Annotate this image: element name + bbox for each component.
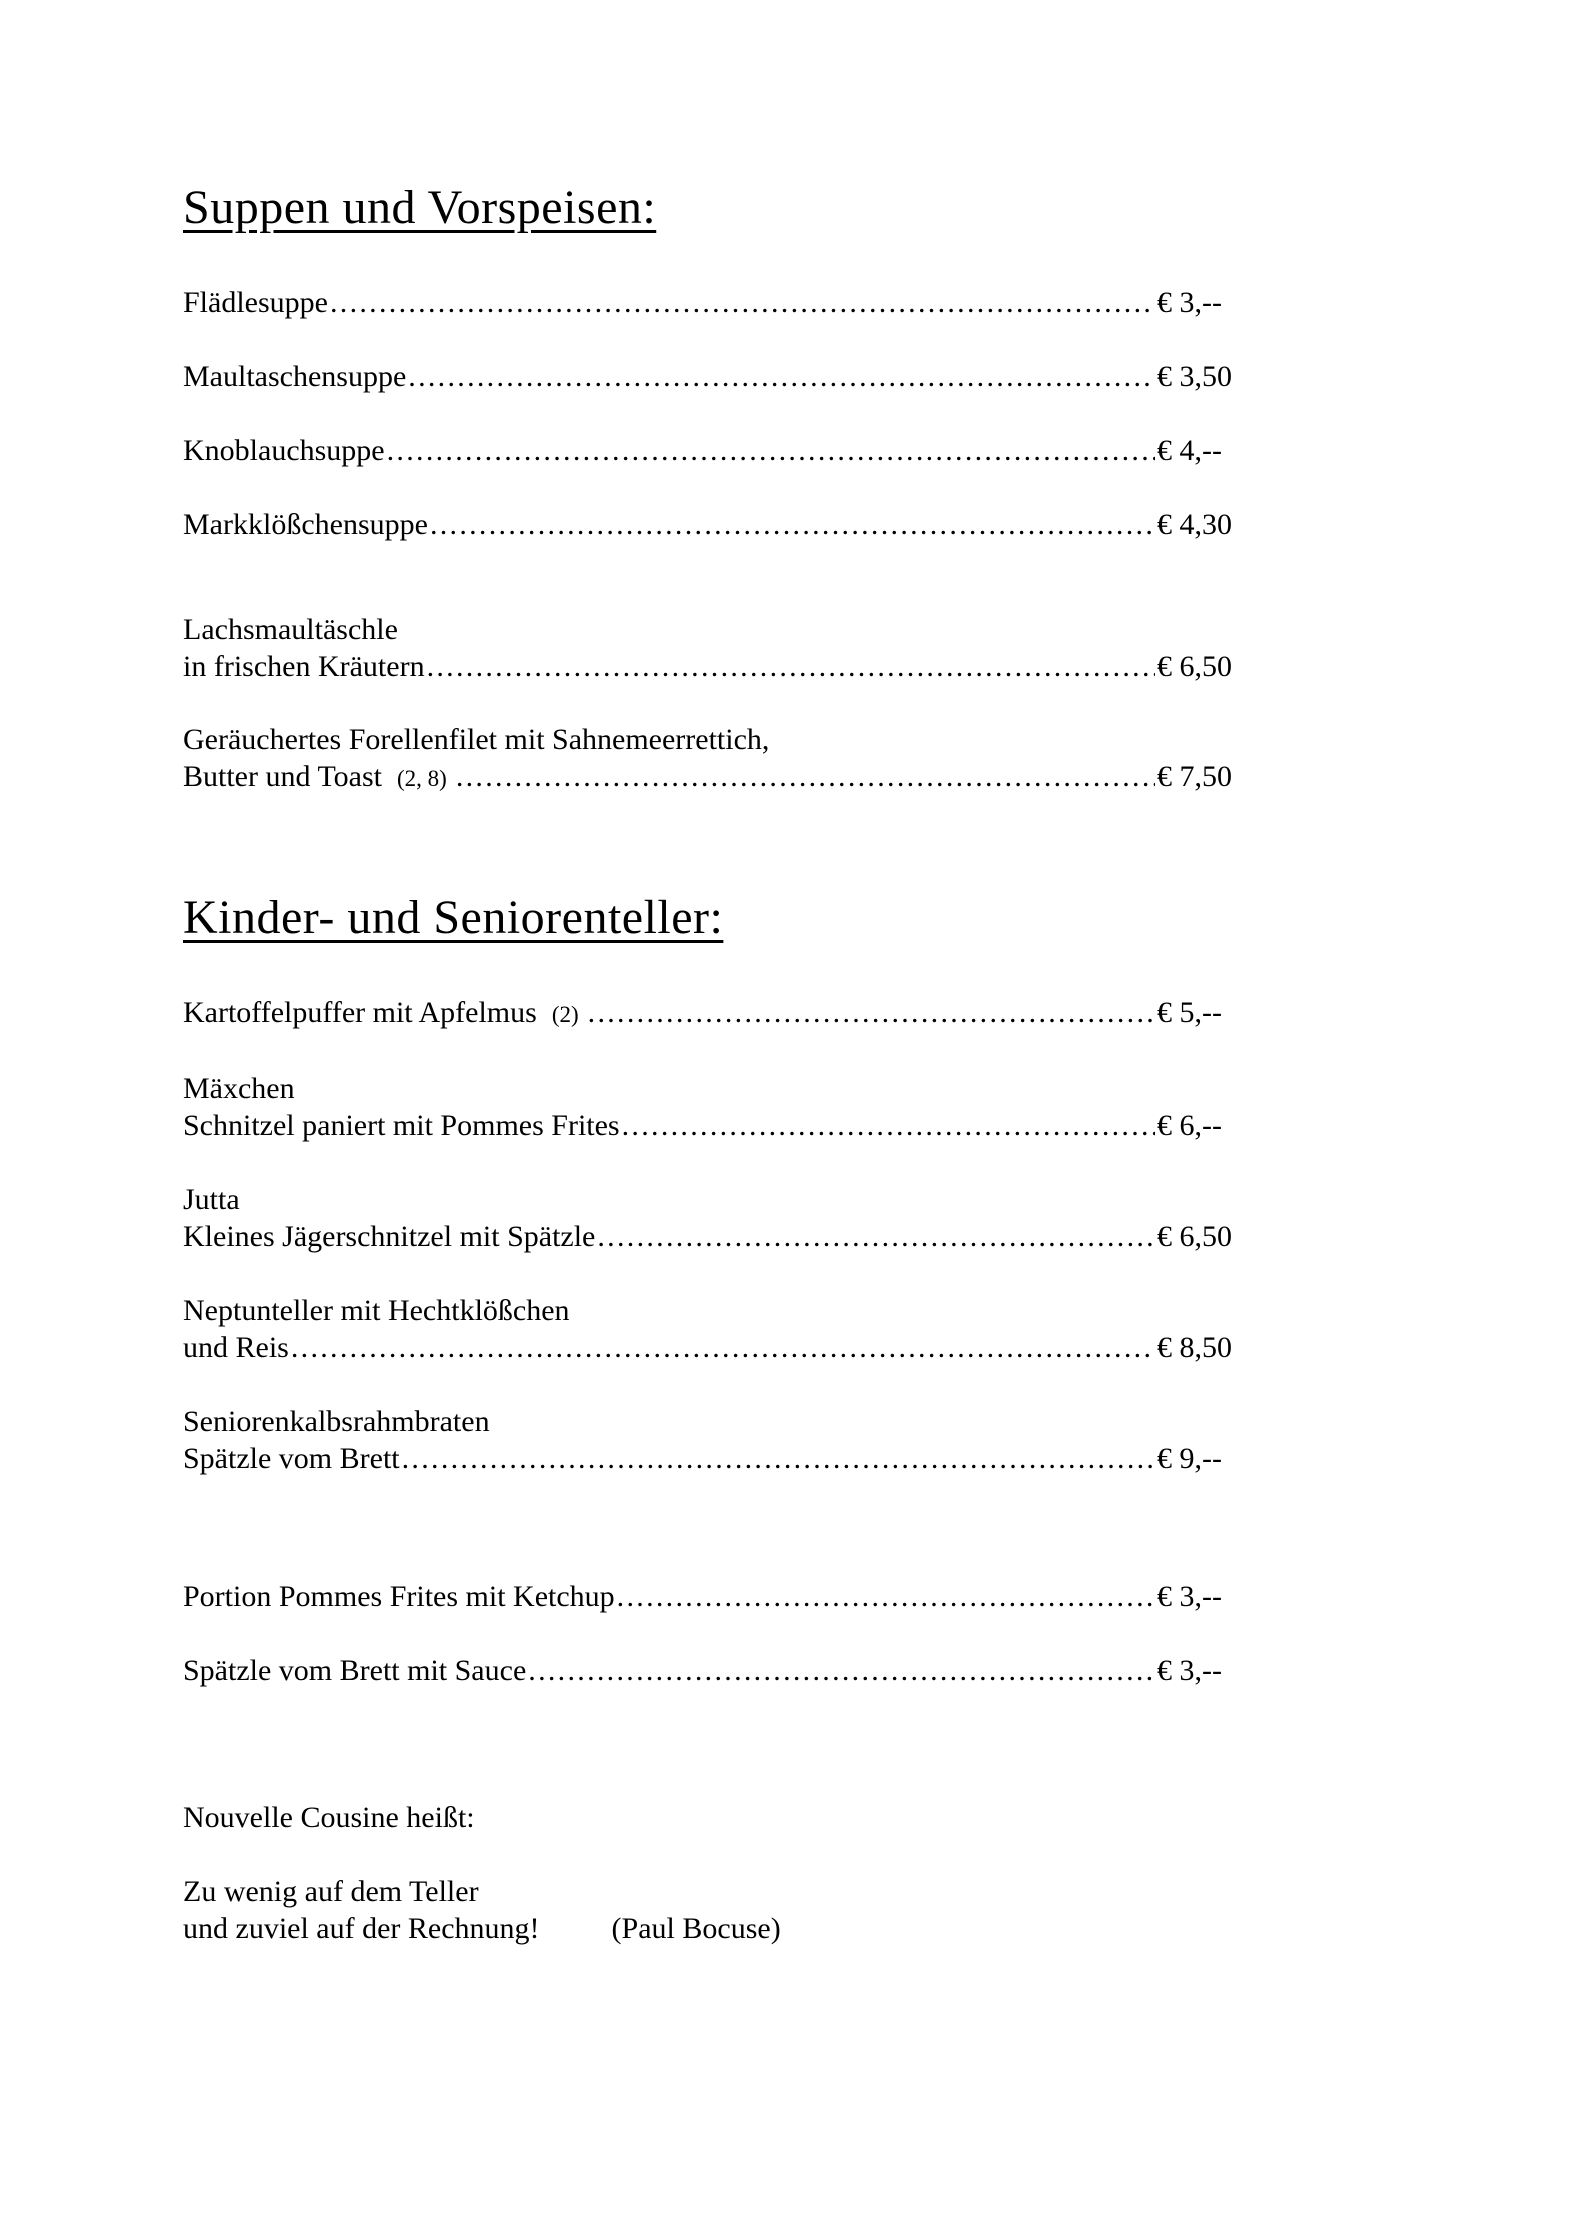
menu-item-line-priced	[183, 506, 1235, 543]
menu-item-line-priced	[183, 758, 1235, 797]
menu-item	[183, 358, 1235, 395]
menu-item-price: € 8,50	[1157, 1331, 1232, 1364]
menu-section	[183, 892, 1235, 1689]
menu-item-line-priced	[183, 432, 1235, 469]
menu-item-line-priced	[183, 1578, 1235, 1615]
footer-attribution: (Paul Bocuse)	[611, 1912, 781, 1945]
menu-item-line-priced	[183, 1107, 1235, 1144]
menu-item-line	[183, 721, 1235, 758]
menu-item-name: Kleines Jägerschnitzel mit Spätzle	[183, 1220, 596, 1253]
dot-leader	[617, 1578, 1155, 1615]
menu-item	[183, 1652, 1235, 1689]
dot-leader	[622, 1107, 1155, 1144]
menu-item-line	[183, 1070, 1235, 1107]
menu-item-line-priced	[183, 1329, 1235, 1366]
dot-leader	[597, 1218, 1155, 1255]
menu-item-price: € 5,--	[1157, 996, 1222, 1029]
menu-item	[183, 994, 1235, 1033]
dot-leader	[387, 432, 1155, 469]
menu-item-price: € 3,--	[1157, 1580, 1222, 1613]
menu-item-name: und Reis	[183, 1331, 289, 1364]
menu-item-line-priced	[183, 1440, 1235, 1477]
menu-item-line-priced	[183, 284, 1235, 321]
menu-item-line-priced	[183, 358, 1235, 395]
menu-item-line-priced	[183, 1652, 1235, 1689]
menu-item	[183, 1292, 1235, 1366]
menu-item-name: Knoblauchsuppe	[183, 434, 385, 467]
menu-item-name: Seniorenkalbsrahmbraten	[183, 1405, 490, 1438]
menu-item-price: € 6,50	[1157, 1220, 1232, 1253]
menu-item-line-priced	[183, 994, 1235, 1033]
menu-item-line	[183, 1181, 1235, 1218]
allergen-note: (2, 8)	[397, 766, 447, 791]
dot-leader	[427, 648, 1155, 685]
menu-item-name: in frischen Kräutern	[183, 650, 425, 683]
section-heading-text: Kinder- und Seniorenteller:	[183, 891, 724, 944]
menu-item	[183, 1403, 1235, 1477]
menu-item	[183, 1578, 1235, 1615]
menu-item-name: Mäxchen	[183, 1072, 295, 1105]
menu-item-name: Kartoffelpuffer mit Apfelmus	[183, 996, 537, 1029]
menu-item	[183, 1070, 1235, 1144]
menu-item-price: € 4,--	[1157, 434, 1222, 467]
menu-item-line	[183, 611, 1235, 648]
menu-item-line-priced	[183, 648, 1235, 685]
menu-sections	[183, 182, 1235, 1689]
menu-item-name: Spätzle vom Brett	[183, 1442, 400, 1475]
dot-leader	[291, 1329, 1155, 1366]
section-heading	[183, 892, 1235, 944]
dot-leader	[330, 284, 1155, 321]
menu-item-name: Jutta	[183, 1183, 240, 1216]
section-heading	[183, 182, 1235, 234]
menu-item-name: Lachsmaultäschle	[183, 613, 398, 646]
dot-leader	[456, 758, 1155, 795]
menu-item-price: € 6,--	[1157, 1109, 1222, 1142]
menu-section	[183, 182, 1235, 797]
menu-item-price: € 7,50	[1157, 760, 1232, 793]
menu-item	[183, 284, 1235, 321]
menu-item-name: Flädlesuppe	[183, 286, 328, 319]
menu-item-name: Maultaschensuppe	[183, 360, 407, 393]
menu-item-price: € 6,50	[1157, 650, 1232, 683]
menu-item-price: € 3,--	[1157, 1654, 1222, 1687]
menu-item-name: Portion Pommes Frites mit Ketchup	[183, 1580, 615, 1613]
dot-leader	[430, 506, 1155, 543]
menu-item-price: € 9,--	[1157, 1442, 1222, 1475]
menu-item	[183, 721, 1235, 797]
menu-item-name: Schnitzel paniert mit Pommes Frites	[183, 1109, 620, 1142]
footer-quote-text-1: Zu wenig auf dem Teller	[183, 1875, 479, 1908]
menu-item-line-priced	[183, 1218, 1235, 1255]
menu-footer	[183, 1799, 1235, 1947]
menu-item-name: Markklößchensuppe	[183, 508, 428, 541]
dot-leader	[588, 994, 1155, 1031]
dot-leader	[528, 1652, 1155, 1689]
footer-quote-text-2-main: und zuviel auf der Rechnung!	[183, 1912, 540, 1945]
allergen-note: (2)	[551, 1002, 579, 1027]
menu-item	[183, 611, 1235, 685]
menu-item-price: € 3,50	[1157, 360, 1232, 393]
menu-item-line	[183, 1403, 1235, 1440]
footer-quote-intro: Nouvelle Cousine heißt:	[183, 1801, 475, 1834]
menu-item-price: € 3,--	[1157, 286, 1222, 319]
menu-item	[183, 432, 1235, 469]
menu-item	[183, 1181, 1235, 1255]
menu-item-name: Geräuchertes Forellenfilet mit Sahnemeerrettich,	[183, 723, 770, 756]
menu-item-name: Butter und Toast	[183, 760, 382, 793]
dot-leader	[402, 1440, 1155, 1477]
footer-quote-text-2	[183, 1910, 1235, 1947]
menu-item-name: Spätzle vom Brett mit Sauce	[183, 1654, 527, 1687]
menu-item-price: € 4,30	[1157, 508, 1232, 541]
menu-item	[183, 506, 1235, 543]
dot-leader	[408, 358, 1155, 395]
menu-item-line	[183, 1292, 1235, 1329]
menu-item-name: Neptunteller mit Hechtklößchen	[183, 1294, 570, 1327]
section-heading-text: Suppen und Vorspeisen:	[183, 181, 657, 234]
